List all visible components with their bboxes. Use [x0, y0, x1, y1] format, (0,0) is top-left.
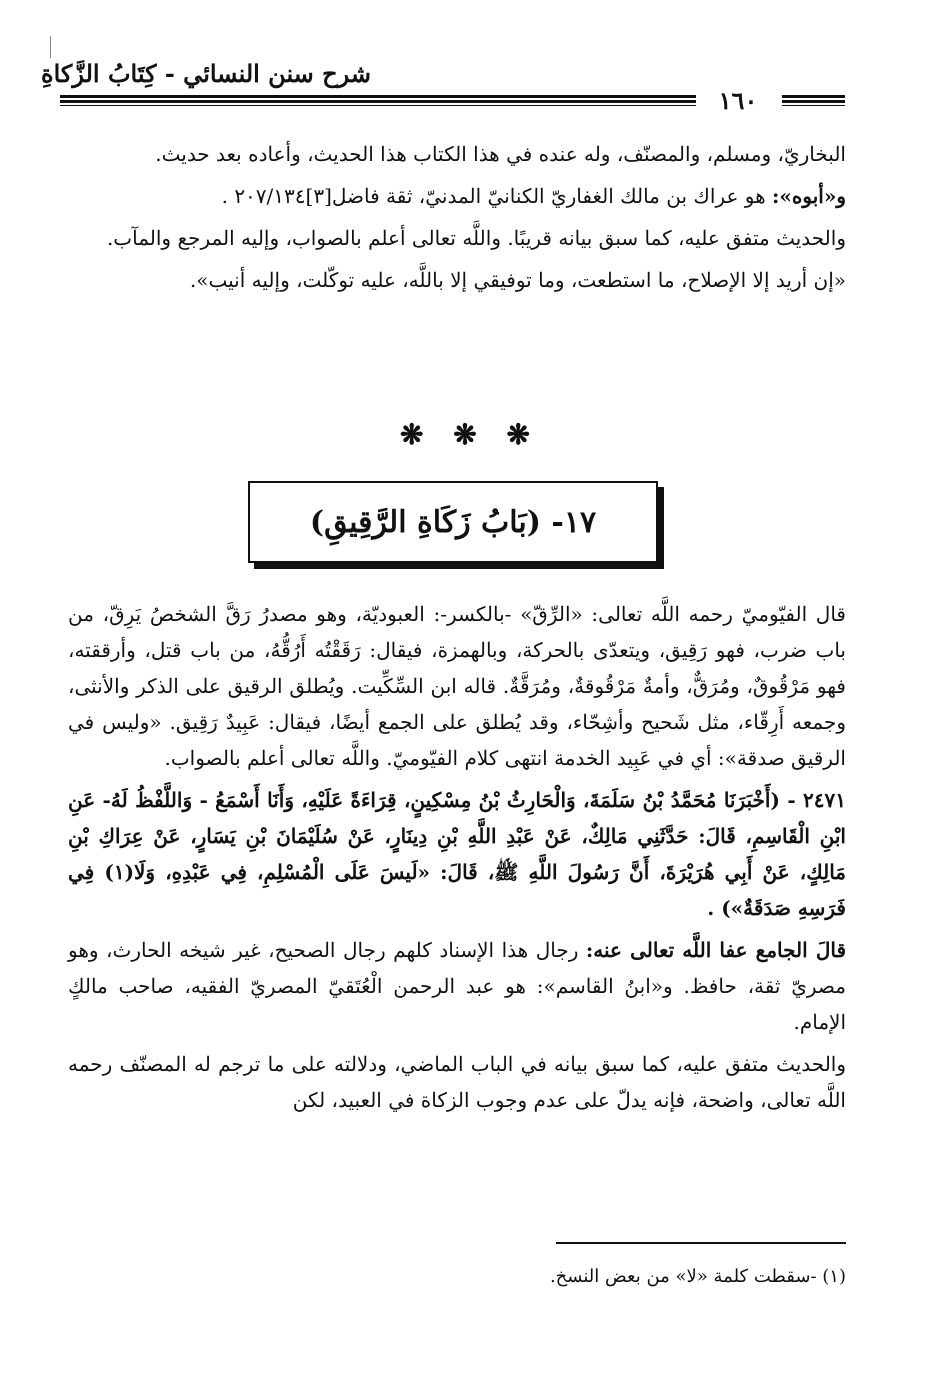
header-rule [60, 105, 696, 106]
main-text-block [68, 596, 846, 1124]
paragraph: و«أبوه»: هو عراك بن مالك الغفاريّ الكنانيّ المدنيّ، ثقة فاضل[٣]٢٠٧/١٣٤ . [221, 184, 846, 208]
paragraph: والحديث متفق عليه، كما سبق بيانه قريبًا. واللَّه تعالى أعلم بالصواب، وإليه المرجع والمآب. [106, 226, 846, 250]
scan-mark [50, 36, 51, 58]
header-rule-short [782, 100, 845, 103]
footnote: (١) -سقطت كلمة «لا» من بعض النسخ. [549, 1266, 846, 1287]
section-separator: ❋ ❋ ❋ [400, 418, 540, 451]
top-text-block [68, 136, 846, 304]
chapter-title: ١٧- (بَابُ زَكَاةِ الرَّقِيقِ) [309, 504, 597, 540]
paragraph: والحديث متفق عليه، كما سبق بيانه في الباب الماضي، ودلالته على ما ترجم له المصنّف رحمه اللَّه تعالى، واضحة، فإنه يدلّ على عدم وجوب الزكاة في العبيد، لكن [68, 1052, 846, 1112]
running-header-title: شرح سنن النسائي - كِتَابُ الزَّكاةِ [41, 59, 371, 88]
hadith-text: ٢٤٧١ - (أَخْبَرَنَا مُحَمَّدُ بْنُ سَلَمَةَ، وَالْحَارِثُ بْنُ مِسْكِينٍ، قِرَاءَةً عَلَيْهِ، وَأَنَا أَسْمَعُ - وَاللَّفْظُ لَهُ- عَنِ ابْنِ الْقَاسِمِ، قَالَ: حَدَّثَنِي مَالِكٌ، عَنْ عَبْدِ اللَّهِ بْنِ دِينَارٍ، عَنْ سُلَيْمَانَ بْنِ يَسَارٍ، عَنْ عِرَاكِ بْنِ مَالِكٍ، عَنْ أَبِي هُرَيْرَةَ، أَنَّ رَسُولَ اللَّهِ ﷺ، قَالَ: «لَيسَ عَلَى الْمُسْلِمِ، فِي عَبْدِهِ، وَلَا(١) فِي فَرَسِهِ صَدَقَةٌ») . [68, 788, 847, 920]
header-rule-short [782, 105, 845, 106]
footnote-rule [556, 1242, 846, 1244]
paragraph: قال الفيّوميّ رحمه اللَّه تعالى: «الرِّقّ» -بالكسر-: العبوديّة، وهو مصدرُ رَقَّ الشخصُ يَرِقّ، من باب ضرب، فهو رَقِيق، ويتعدّى بالحركة، وبالهمزة، فيقال: رَقَقْتُه أَرُقُّهُ، من باب قتل، وأرققته، فهو مَرْقُوقٌ، ومُرَقٌّ، وأمةٌ مَرْقُوقةٌ، ومُرَقَّةٌ. قاله ابن السِّكِّيت. ويُطلق الرقيق على الذكر والأنثى، وجمعه أَرِقّاء، مثل شَحيح وأشِحّاء، وقد يُطلق على الجمع أيضًا، فيقال: عَبِيدٌ رَقِيق. «وليس في الرقيق صدقة»: أي في عَبِيد الخدمة انتهى كلام الفيّوميّ. واللَّه تعالى أعلم بالصواب. [68, 602, 846, 770]
paragraph: قالَ الجامع عفا اللَّه تعالى عنه: رجال هذا الإسناد كلهم رجال الصحيح، غير شيخه الحارث، وهو مصريّ ثقة، حافظ. و«ابنُ القاسم»: هو عبد الرحمن الْعُتَقيّ المصريّ الفقيه، صاحب مالكٍ الإمام. [68, 938, 847, 1034]
page-number: ١٦٠ [718, 86, 758, 115]
paragraph: البخاريّ، ومسلم، والمصنّف، وله عنده في هذا الكتاب هذا الحديث، وأعاده بعد حديث. [155, 142, 846, 166]
bold-lead: قالَ الجامع عفا اللَّه تعالى عنه: [585, 938, 847, 962]
hadith-paragraph [68, 782, 846, 926]
chapter-heading-box [248, 481, 658, 563]
paragraph: «إن أريد إلا الإصلاح، ما استطعت، وما توفيقي إلا باللَّه، عليه توكّلت، وإليه أنيب». [189, 268, 846, 292]
header-rule [60, 95, 696, 98]
header-rule [60, 100, 696, 103]
header-rule-short [782, 95, 845, 98]
bold-lead: و«أبوه»: [772, 184, 846, 208]
